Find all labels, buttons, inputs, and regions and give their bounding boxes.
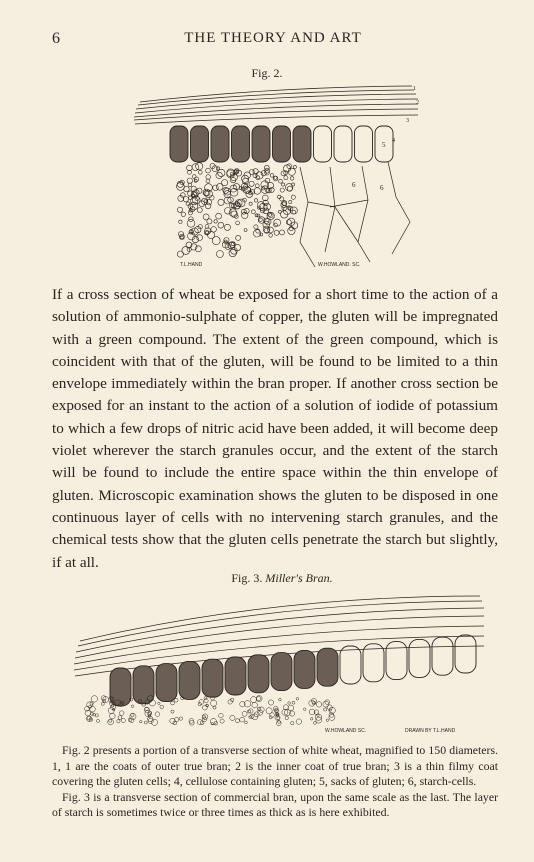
starch-granule [189, 217, 194, 222]
starch-granule [228, 700, 232, 704]
fig2-caption: Fig. 2. [251, 66, 283, 80]
starch-granule [251, 210, 255, 214]
fig2-label-6b: 6 [380, 184, 384, 192]
gluten-cell [334, 126, 352, 162]
starch-granule [254, 225, 258, 229]
starch-granule [211, 227, 217, 233]
starch-granule [255, 214, 258, 217]
starch-granule [269, 213, 273, 217]
gluten-cell [252, 126, 270, 162]
fig2-label-2: 3 [406, 118, 409, 124]
starch-granule [119, 711, 124, 716]
starch-granule [151, 719, 157, 725]
bran-cell [156, 664, 177, 702]
fig3-engraver-credit: W.HOWLAND SC. [325, 728, 367, 734]
starch-granule [257, 697, 261, 701]
starch-granule [197, 208, 202, 213]
fig3-caption-title: Miller's Bran. [265, 571, 333, 585]
starch-granule [211, 700, 217, 706]
starch-granule [283, 705, 288, 710]
starch-granule [291, 722, 294, 725]
starch-granule [316, 702, 321, 707]
starch-granule [260, 209, 264, 213]
starch-granule [229, 249, 236, 256]
starch-granule [202, 714, 208, 720]
starch-granule [110, 713, 116, 719]
starch-granule [216, 251, 223, 258]
starch-granule [230, 715, 235, 720]
starch-granule [183, 197, 188, 202]
bran-cell [271, 653, 292, 691]
fig2-label-1b: 2 [416, 100, 419, 106]
fig2-label-5: 5 [382, 141, 386, 149]
starch-granule [326, 719, 328, 721]
starch-granule [204, 200, 207, 203]
starch-granule [236, 719, 240, 723]
starch-granule [280, 230, 285, 235]
fig2-label-3: 4 [392, 138, 395, 144]
starch-granule [155, 712, 160, 717]
starch-granule [277, 717, 280, 720]
bran-cell [455, 635, 476, 673]
fig3-illustration [70, 586, 490, 736]
starch-granule [251, 697, 257, 703]
bran-cell [294, 650, 315, 688]
starch-granule [206, 179, 210, 183]
fig3-caption [30, 571, 534, 586]
gluten-cell [232, 126, 250, 162]
starch-granule [180, 236, 183, 239]
starch-granule [280, 188, 284, 192]
starch-granule [269, 700, 274, 705]
bran-cell [317, 648, 338, 686]
starch-granule [216, 172, 222, 178]
starch-granule [212, 237, 220, 245]
bran-cell [110, 668, 131, 706]
starch-granule [289, 200, 292, 203]
starch-granule [197, 235, 203, 241]
starch-granule [252, 702, 258, 708]
fig3-artist-credit: DRAWN BY T.L.HAND [405, 728, 456, 734]
fig3-caption-prefix: Fig. 3. [231, 571, 263, 585]
bran-cell [386, 642, 407, 680]
starch-granule [245, 721, 248, 724]
starch-granule [187, 178, 192, 183]
starch-granule [259, 218, 262, 221]
starch-granule [296, 719, 301, 724]
starch-granule [90, 706, 96, 712]
starch-granule [108, 719, 114, 725]
starch-granule [284, 176, 288, 180]
starch-granule [179, 220, 182, 223]
starch-granule [288, 227, 295, 234]
bran-cell [340, 646, 361, 684]
gluten-cell [314, 126, 332, 162]
starch-granule [179, 717, 182, 720]
starch-granule [278, 210, 281, 213]
starch-granule [310, 718, 313, 721]
page-number: 6 [52, 30, 60, 47]
starch-granule [249, 181, 254, 186]
starch-granule [192, 175, 196, 179]
bran-cell [225, 657, 246, 695]
starch-granule [292, 701, 295, 704]
starch-granule [204, 699, 208, 703]
starch-granule [144, 721, 147, 724]
starch-granule [243, 198, 247, 202]
starch-granule [254, 199, 257, 202]
bran-cell [202, 659, 223, 697]
starch-granule [203, 214, 209, 220]
bran-cell [432, 637, 453, 675]
starch-granule [242, 711, 247, 716]
starch-granule [288, 702, 291, 705]
starch-granule [249, 202, 252, 205]
starch-granule [220, 719, 224, 723]
fig2-label-1a: 1 [413, 86, 416, 92]
fig2-engraver-credit: T.L.HAND [180, 262, 203, 268]
starch-granule [213, 185, 219, 191]
starch-granule [184, 186, 189, 191]
gluten-cell [191, 126, 209, 162]
starch-granule [101, 702, 104, 705]
starch-granule [292, 210, 296, 214]
starch-granule [261, 171, 266, 176]
bran-cell [179, 661, 200, 699]
fig2-label-6a: 6 [352, 181, 356, 189]
starch-granule [187, 165, 193, 171]
starch-granule [236, 221, 240, 225]
starch-granule [206, 168, 211, 173]
starch-granule [218, 199, 224, 205]
starch-granule [293, 165, 296, 168]
starch-granule [198, 170, 202, 174]
running-title: THE THEORY AND ART [184, 30, 362, 46]
starch-granule [121, 718, 125, 722]
starch-granule [216, 184, 223, 191]
starch-granule [177, 251, 183, 257]
starch-granule [203, 705, 208, 710]
fig2-artist-credit: W.HOWLAND. SC. [318, 262, 361, 268]
starch-granule [181, 212, 185, 216]
fig3-note: Fig. 3 is a transverse section of commercial bran, upon the same scale as the last. The layer of starch is sometimes twice or three times as thick as is here exhibited. [52, 789, 498, 820]
starch-granule [171, 701, 175, 705]
starch-granule [269, 234, 273, 238]
starch-granule [140, 721, 142, 723]
starch-granule [282, 183, 285, 186]
starch-granule [303, 708, 306, 711]
starch-granule [216, 213, 222, 219]
starch-granule [206, 175, 211, 180]
fig2-illustration [130, 82, 420, 272]
starch-granule [264, 165, 269, 170]
starch-granule [285, 716, 288, 719]
starch-granule [171, 710, 174, 713]
starch-granule [218, 222, 224, 228]
starch-granule [296, 698, 299, 701]
starch-granule [290, 177, 294, 181]
starch-granule [187, 219, 195, 227]
starch-granule [197, 720, 202, 725]
starch-granule [214, 220, 217, 223]
starch-granule [260, 233, 263, 236]
starch-granule [270, 174, 274, 178]
starch-granule [324, 708, 327, 711]
starch-granule [274, 230, 279, 235]
starch-granule [254, 188, 261, 195]
starch-granule [325, 700, 330, 705]
starch-granule [279, 698, 282, 701]
starch-granule [236, 235, 241, 240]
starch-granule [240, 717, 245, 722]
starch-granule [174, 698, 178, 702]
gluten-cell [293, 126, 311, 162]
starch-granule [173, 721, 177, 725]
starch-granule [97, 719, 100, 722]
starch-granule [219, 713, 224, 718]
gluten-cell [170, 126, 188, 162]
starch-granule [231, 177, 236, 182]
starch-granule [288, 168, 295, 175]
starch-granule [249, 709, 253, 713]
gluten-cell [211, 126, 229, 162]
starch-granule [131, 713, 134, 716]
starch-granule [118, 716, 122, 720]
bran-cell [248, 655, 269, 693]
starch-granule [224, 224, 230, 230]
starch-granule [244, 229, 247, 232]
starch-granule [158, 702, 160, 704]
starch-granule [255, 184, 259, 188]
gluten-cell [273, 126, 291, 162]
starch-granule [225, 208, 232, 215]
starch-granule [177, 207, 182, 212]
starch-granule [160, 705, 164, 709]
starch-granule [131, 705, 134, 708]
starch-granule [257, 206, 260, 209]
gluten-cell [355, 126, 373, 162]
bran-cell [409, 639, 430, 677]
starch-granule [314, 722, 317, 725]
fig2-note: Fig. 2 presents a portion of a transverse section of white wheat, magnified to 150 diameters. 1, 1 are the coats of outer true bran; 2 is the inner coat of true bran; 3 is a thin filmy coat covering the gluten cells; 4, cellulose containing gluten; 5, sacks of gluten; 6, starch-cells. [52, 743, 498, 789]
starch-granule [95, 714, 98, 717]
starch-granule [91, 696, 97, 702]
starch-granule [291, 195, 295, 199]
starch-granule [259, 707, 264, 712]
starch-granule [117, 720, 120, 723]
starch-granule [279, 179, 283, 183]
starch-granule [186, 202, 190, 206]
bran-cell [133, 666, 154, 704]
body-paragraph: If a cross section of wheat be exposed for a short time to the action of a solution of ammonio-sulphate of copper, the gluten will be impregnated with a green compound. The extent of the green compound, which is coincident with that of the gluten, will be found to be limited to a thin envelope immediately within the bran proper. If another cross section be exposed for an instant to the action of a solution of iodide of potassium to which a few drops of nitric acid have been added, it will become deep violet wherever the starch granules occur, and the extent of the starch will be found to include the entire space within the thin envelope of gluten. Microscopic examination shows the gluten to be disposed in one continuous layer of cells with no intervening starch granules, and the chemical tests show that the gluten cells penetrate the starch but slightly, if at all. [52, 286, 498, 571]
bran-cell [363, 644, 384, 682]
figure-notes [52, 743, 498, 821]
page-header [52, 30, 494, 50]
starch-granule [309, 700, 315, 706]
